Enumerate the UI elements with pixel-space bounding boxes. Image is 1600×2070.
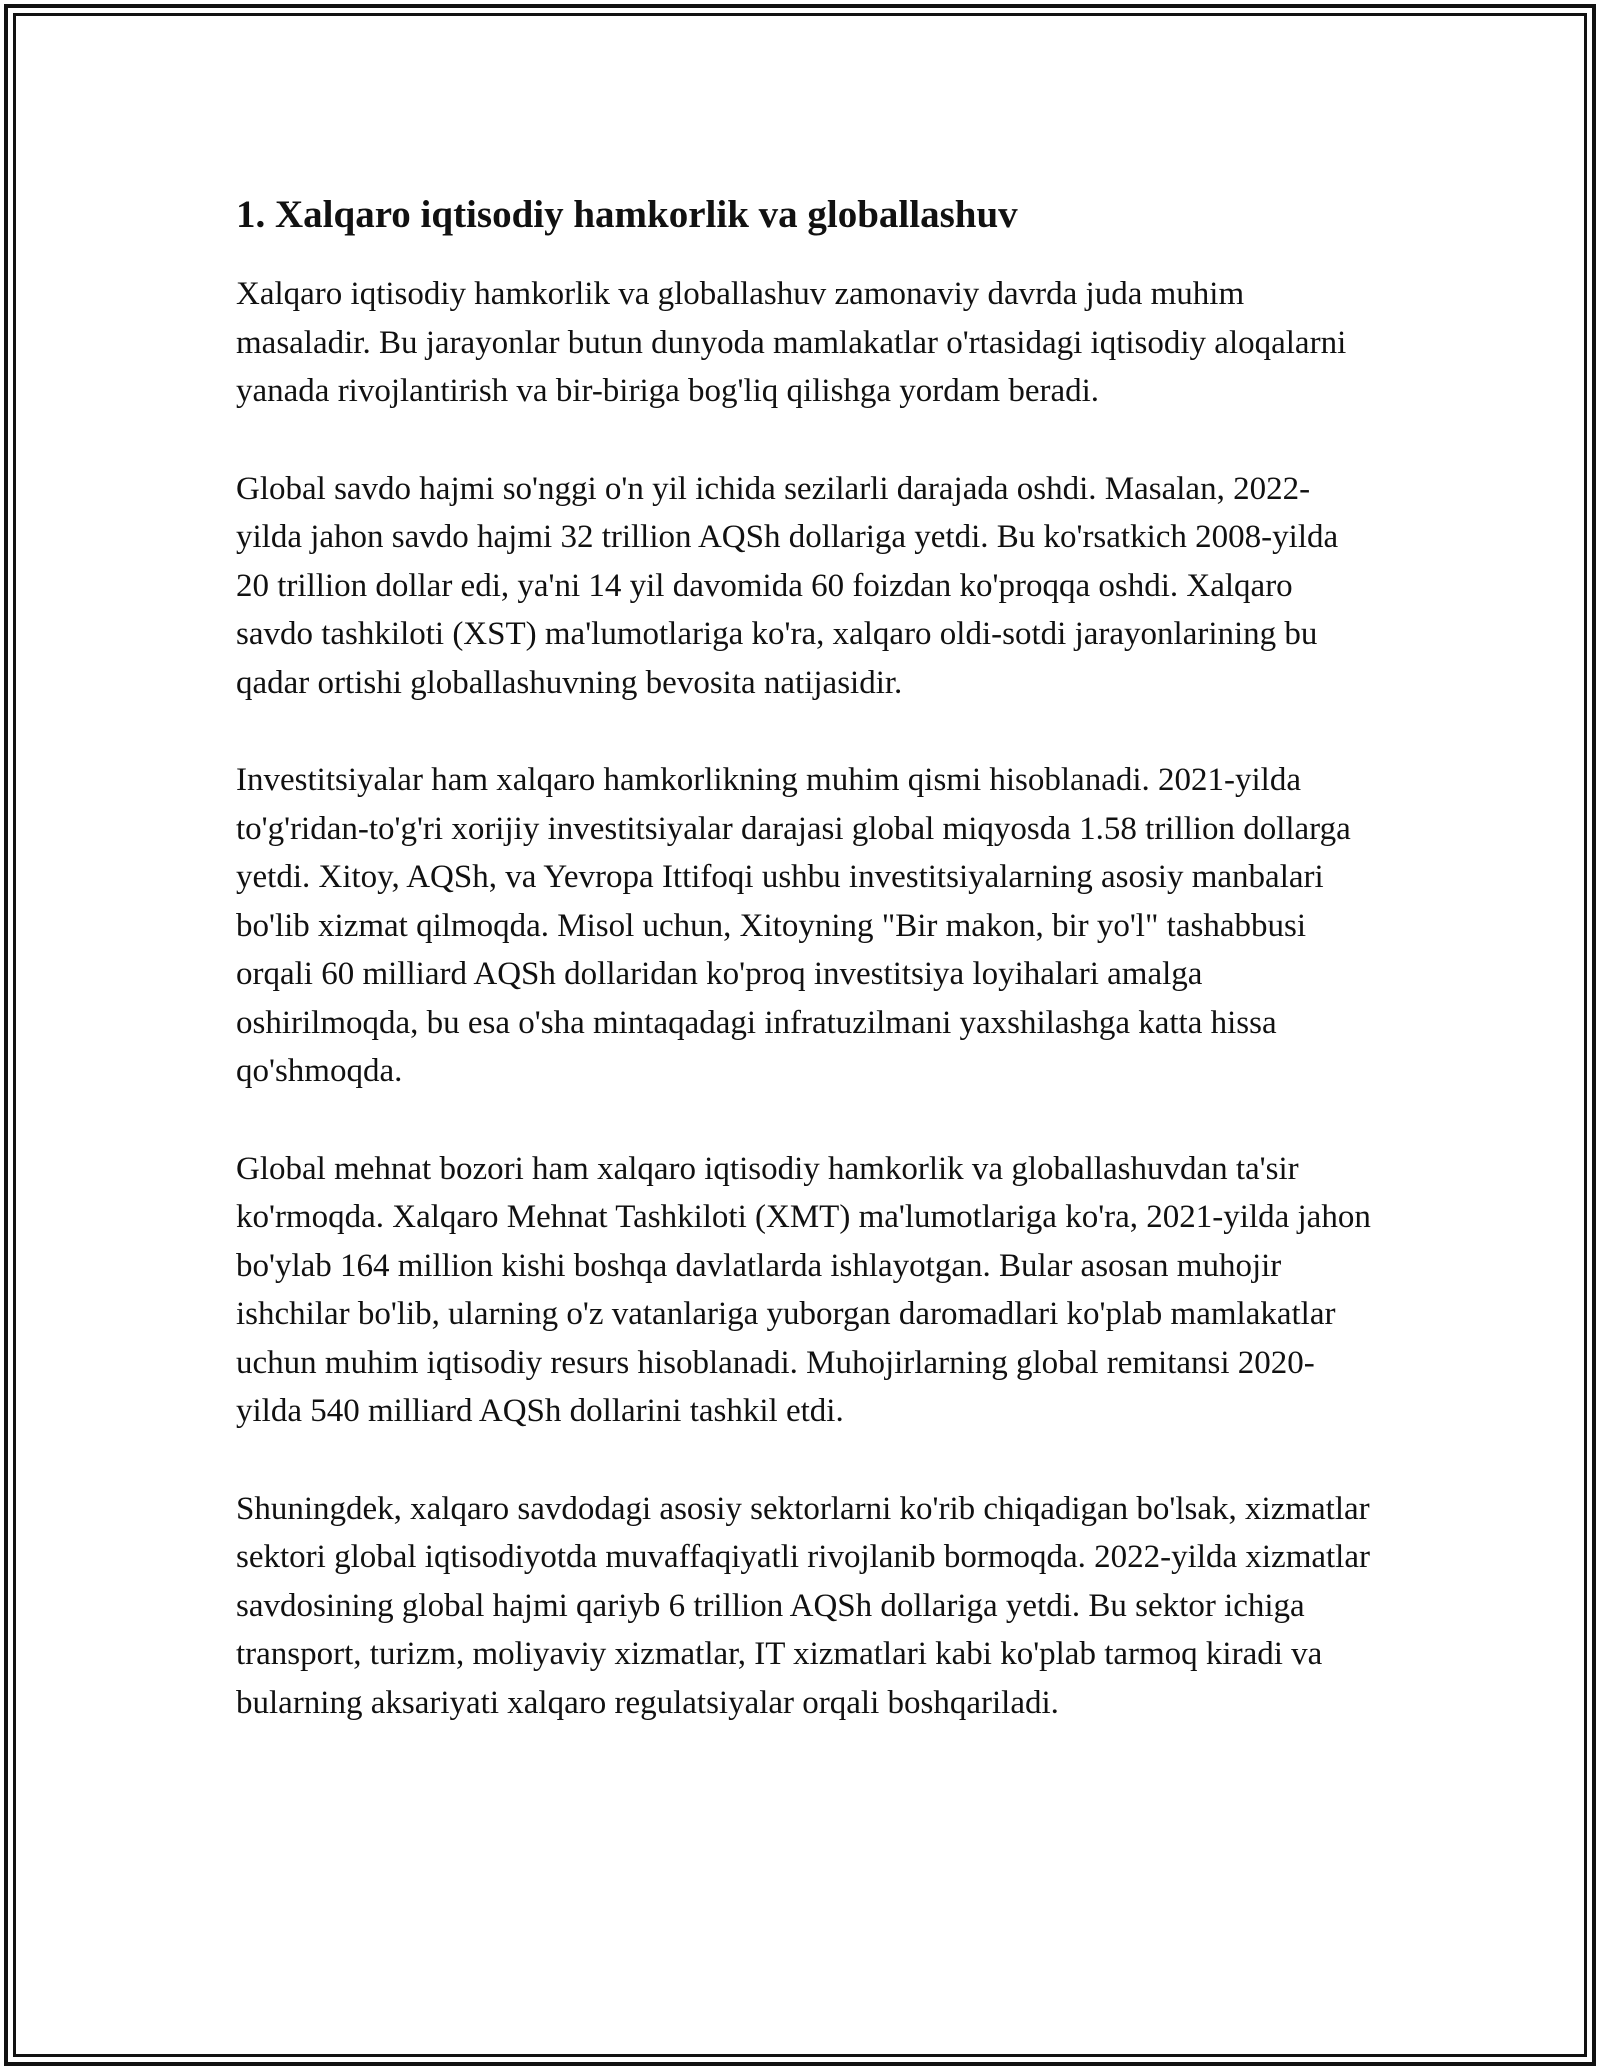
paragraph-investments: Investitsiyalar ham xalqaro hamkorlikning muhim qismi hisoblanadi. 2021-yilda to'g'ridan-to'g'ri xorijiy investitsiyalar darajasi global miqyosda 1.58 trillion dollarga yetdi. Xitoy, AQSh, va Yevropa Ittifoqi ushbu investitsiyalarning asosiy manbalari bo'lib xizmat qilmoqda. Misol uchun, Xitoyning "Bir makon, bir yo'l" tashabbusi orqali 60 milliard AQSh dollaridan ko'proq investitsiya loyihalari amalga oshirilmoqda, bu esa o'sha mintaqadagi infratuzilmani yaxshilashga katta hissa qo'shmoqda. xyxy=(236,762,1351,1089)
paragraph-services-sector: Shuningdek, xalqaro savdodagi asosiy sektorlarni ko'rib chiqadigan bo'lsak, xizmatlar sektori global iqtisodiyotda muvaffaqiyatli rivojlanib bormoqda. 2022-yilda xizmatlar savdosining global hajmi qariyb 6 trillion AQSh dollariga yetdi. Bu sektor ichiga transport, turizm, moliyaviy xizmatlar, IT xizmatlari kabi ko'plab tarmoq kiradi va bularning aksariyati xalqaro regulatsiyalar orqali boshqariladi. xyxy=(236,1490,1370,1721)
paragraph-global-trade: Global savdo hajmi so'nggi o'n yil ichida sezilarli darajada oshdi. Masalan, 2022-yilda jahon savdo hajmi 32 trillion AQSh dollariga yetdi. Bu ko'rsatkich 2008-yilda 20 trillion dollar edi, ya'ni 14 yil davomida 60 foizdan ko'proqqa oshdi. Xalqaro savdo tashkiloti (XST) ma'lumotlariga ko'ra, xalqaro oldi-sotdi jarayonlarining bu qadar ortishi globallashuvning bevosita natijasidir. xyxy=(236,470,1339,701)
paragraph-intro: Xalqaro iqtisodiy hamkorlik va globallashuv zamonaviy davrda juda muhim masaladir. Bu jarayonlar butun dunyoda mamlakatlar o'rtasidagi iqtisodiy aloqalarni yanada rivojlantirish va bir-biriga bog'liq qilishga yordam beradi. xyxy=(236,276,1347,409)
document-body xyxy=(236,186,1376,1776)
paragraph-labor-market: Global mehnat bozori ham xalqaro iqtisodiy hamkorlik va globallashuvdan ta'sir ko'rmoqda. Xalqaro Mehnat Tashkiloti (XMT) ma'lumotlariga ko'ra, 2021-yilda jahon bo'ylab 164 million kishi boshqa davlatlarda ishlayotgan. Bular asosan muhojir ishchilar bo'lib, ularning o'z vatanlariga yuborgan daromadlari ko'plab mamlakatlar uchun muhim iqtisodiy resurs hisoblanadi. Muhojirlarning global remitansi 2020-yilda 540 milliard AQSh dollarini tashkil etdi. xyxy=(236,1150,1371,1429)
section-heading: 1. Xalqaro iqtisodiy hamkorlik va globallashuv xyxy=(236,193,1018,236)
